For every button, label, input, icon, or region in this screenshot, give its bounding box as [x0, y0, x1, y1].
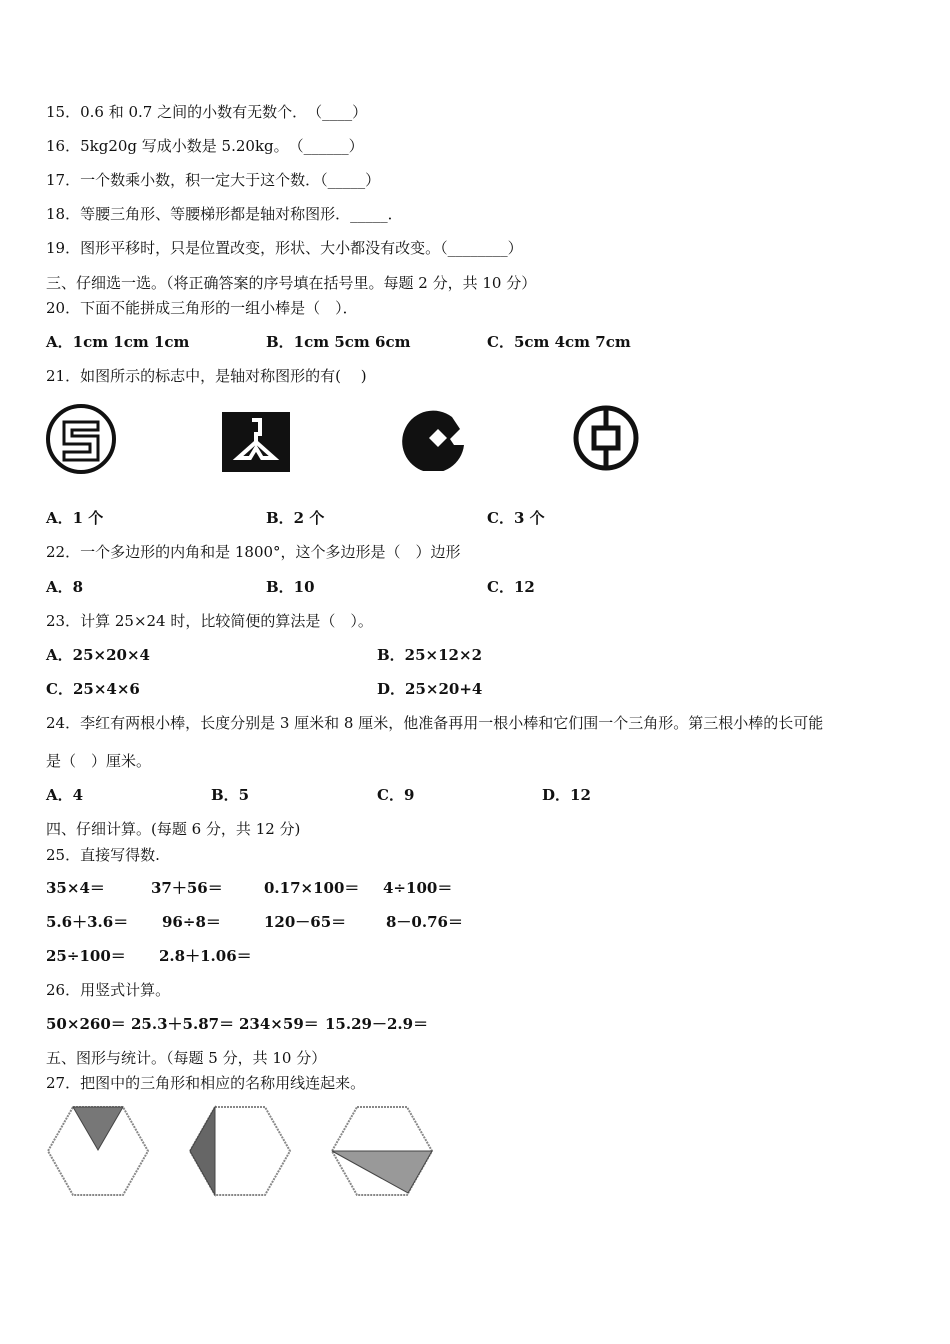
question-26: 26．用竖式计算。	[46, 981, 171, 999]
section-5-heading: 五、图形与统计。（每题 5 分，共 10 分）	[46, 1049, 327, 1067]
option-d: D．25×20+4	[377, 680, 483, 698]
question-24-cont: 是（ ）厘米。	[46, 752, 152, 770]
calc-item: 15.29－2.9＝	[325, 1015, 429, 1033]
question-15: 15．0.6 和 0.7 之间的小数有无数个． （____）	[46, 103, 368, 121]
calc-item: 8－0.76＝	[386, 913, 463, 931]
shaded-triangle-1	[73, 1107, 123, 1150]
calc-item: 120－65＝	[264, 913, 347, 931]
option-b: B．10	[266, 578, 315, 596]
question-16: 16．5kg20g 写成小数是 5.20kg。 （______）	[46, 137, 364, 155]
option-a: A．4	[46, 786, 84, 804]
option-c: C．25×4×6	[46, 680, 140, 698]
question-24: 24．李红有两根小棒，长度分别是 3 厘米和 8 厘米，他准备再用一根小棒和它们围一个三角形。第三根小棒的长可能	[46, 714, 824, 732]
calc-item: 50×260＝	[46, 1015, 126, 1033]
question-22: 22．一个多边形的内角和是 1800°，这个多边形是（ ）边形	[46, 543, 461, 561]
question-27: 27．把图中的三角形和相应的名称用线连起来。	[46, 1074, 366, 1092]
calc-item: 5.6＋3.6＝	[46, 913, 129, 931]
calc-item: 4÷100＝	[383, 879, 453, 897]
calc-item: 234×59＝	[239, 1015, 319, 1033]
question-20: 20．下面不能拼成三角形的一组小棒是（ ）．	[46, 299, 358, 317]
calc-item: 35×4＝	[46, 879, 105, 897]
option-c: C．9	[377, 786, 415, 804]
calc-item: 25.3＋5.87＝	[131, 1015, 235, 1033]
option-b: B．2 个	[266, 509, 325, 527]
section-4-heading: 四、仔细计算。(每题 6 分，共 12 分)	[46, 820, 301, 838]
option-a: A．25×20×4	[46, 646, 150, 664]
option-c: C．3 个	[487, 509, 545, 527]
option-a: A．1 个	[46, 509, 104, 527]
option-b: B．5	[211, 786, 250, 804]
calc-item: 25÷100＝	[46, 947, 126, 965]
option-a: A．8	[46, 578, 84, 596]
calc-item: 0.17×100＝	[264, 879, 360, 897]
question-25: 25．直接写得数.	[46, 846, 160, 864]
question-18: 18．等腰三角形、等腰梯形都是轴对称图形．_____．	[46, 205, 403, 223]
question-17: 17．一个数乘小数，积一定大于这个数．（_____）	[46, 171, 381, 189]
question-23: 23．计算 25×24 时，比较简便的算法是（ ）。	[46, 612, 373, 630]
icbc-logo-icon	[44, 402, 118, 476]
calc-item: 2.8＋1.06＝	[159, 947, 252, 965]
section-3-heading: 三、仔细选一选。（将正确答案的序号填在括号里。每题 2 分，共 10 分）	[46, 274, 537, 292]
hexagon-figures	[0, 1100, 450, 1200]
bank-of-china-logo-icon	[572, 404, 640, 472]
option-b: B．25×12×2	[377, 646, 483, 664]
calc-item: 96÷8＝	[162, 913, 221, 931]
shaded-triangle-3	[332, 1151, 432, 1193]
question-19: 19．图形平移时，只是位置改变，形状、大小都没有改变。（________）	[46, 239, 523, 257]
option-d: D．12	[542, 786, 591, 804]
construction-bank-logo-icon	[402, 405, 468, 471]
option-a: A．1cm 1cm 1cm	[46, 333, 190, 351]
option-c: C．5cm 4cm 7cm	[487, 333, 631, 351]
agricultural-bank-logo-icon	[222, 412, 290, 472]
calc-item: 37＋56＝	[151, 879, 223, 897]
question-21: 21．如图所示的标志中，是轴对称图形的有( )	[46, 367, 367, 385]
option-b: B．1cm 5cm 6cm	[266, 333, 411, 351]
option-c: C．12	[487, 578, 535, 596]
shaded-triangle-2	[190, 1107, 215, 1195]
